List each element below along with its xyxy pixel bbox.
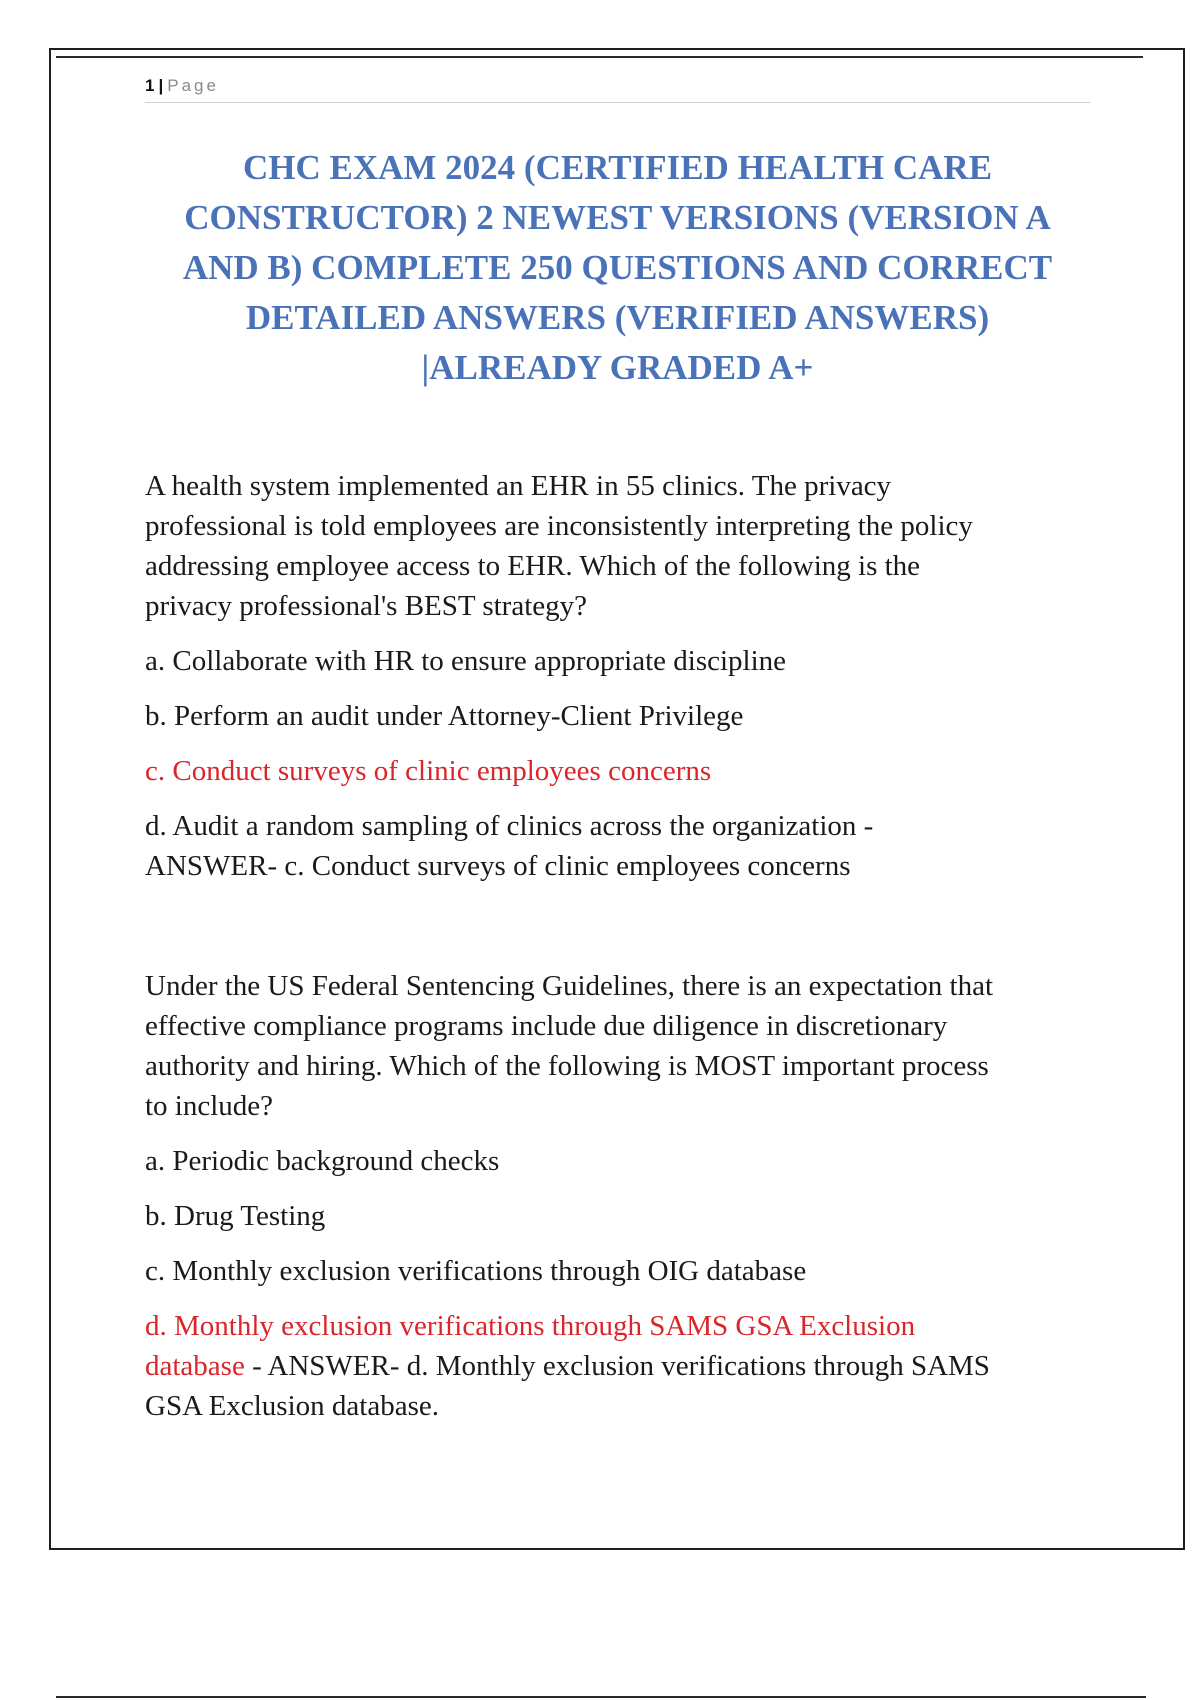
option-d xyxy=(145,806,1090,886)
answer-text: ANSWER- c. Conduct surveys of clinic employees concerns xyxy=(145,850,851,882)
question-1 xyxy=(145,466,1090,886)
page-separator: | xyxy=(158,76,164,95)
title-line: |ALREADY GRADED A+ xyxy=(421,348,814,387)
option-d-text: d. Audit a random sampling of clinics across the organization - xyxy=(145,810,874,842)
stem-line: A health system implemented an EHR in 55 clinics. The privacy xyxy=(145,470,892,502)
option-a: a. Periodic background checks xyxy=(145,1145,500,1177)
option-c: c. Monthly exclusion verifications through OIG database xyxy=(145,1255,807,1287)
stem-line: effective compliance programs include due diligence in discretionary xyxy=(145,1010,948,1042)
title-line: DETAILED ANSWERS (VERIFIED ANSWERS) xyxy=(245,298,990,337)
page-label: Page xyxy=(167,76,219,95)
page-header xyxy=(145,74,1090,103)
page-number: 1 xyxy=(145,76,155,95)
stem-line: to include? xyxy=(145,1090,274,1122)
stem-line: authority and hiring. Which of the following is MOST important process xyxy=(145,1050,989,1082)
question-stem xyxy=(145,966,1090,1126)
option-c-correct: c. Conduct surveys of clinic employees concerns xyxy=(145,755,712,787)
question-2 xyxy=(145,966,1090,1426)
option-b: b. Perform an audit under Attorney-Client Privilege xyxy=(145,700,744,732)
option-b: b. Drug Testing xyxy=(145,1200,326,1232)
option-d-correct: d. Monthly exclusion verifications through SAMS GSA Exclusion xyxy=(145,1310,916,1342)
top-rule xyxy=(56,56,1143,58)
option-a: a. Collaborate with HR to ensure appropriate discipline xyxy=(145,645,787,677)
option-d xyxy=(145,1306,1090,1426)
option-d-correct-cont: database xyxy=(145,1350,245,1382)
stem-line: Under the US Federal Sentencing Guidelines, there is an expectation that xyxy=(145,970,993,1002)
bottom-rule xyxy=(56,1696,1146,1698)
question-stem xyxy=(145,466,1090,626)
title-line: AND B) COMPLETE 250 QUESTIONS AND CORRECT xyxy=(182,248,1053,287)
answer-text: - ANSWER- d. Monthly exclusion verifications through SAMS xyxy=(244,1350,990,1382)
stem-line: professional is told employees are inconsistently interpreting the policy xyxy=(145,510,973,542)
title-line: CHC EXAM 2024 (CERTIFIED HEALTH CARE xyxy=(242,148,993,187)
document-title xyxy=(145,143,1090,393)
stem-line: addressing employee access to EHR. Which of the following is the xyxy=(145,550,921,582)
title-line: CONSTRUCTOR) 2 NEWEST VERSIONS (VERSION A xyxy=(184,198,1051,237)
answer-text-cont: GSA Exclusion database. xyxy=(145,1390,439,1422)
stem-line: privacy professional's BEST strategy? xyxy=(145,590,588,622)
